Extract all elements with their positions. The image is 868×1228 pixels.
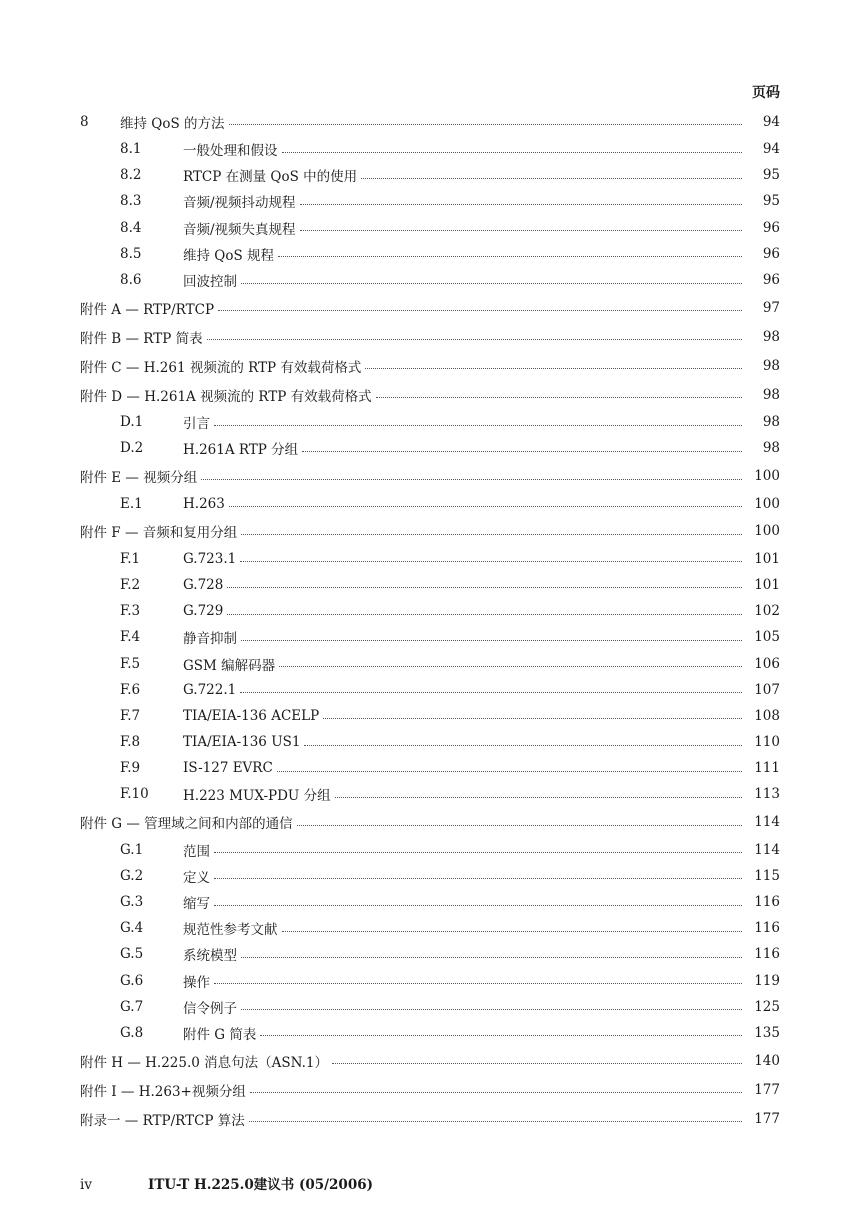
dot-leader — [229, 124, 742, 125]
toc-number: G.5 — [120, 946, 144, 963]
dot-leader — [241, 957, 742, 958]
dot-leader — [300, 204, 742, 205]
toc-subentry[interactable] — [80, 863, 780, 889]
toc-entry[interactable] — [80, 293, 780, 322]
toc-page-number: 95 — [762, 167, 780, 184]
document-reference: ITU-T H.225.0建议书 (05/2006) — [148, 1177, 374, 1193]
toc-title: G.729 — [183, 603, 224, 620]
toc-subentry[interactable] — [80, 781, 780, 807]
toc-number: 8.1 — [120, 141, 142, 158]
toc-page-number: 94 — [762, 113, 780, 130]
toc-number: F.5 — [120, 655, 141, 672]
toc-page-number: 135 — [754, 1024, 780, 1041]
toc-page-number: 100 — [754, 523, 780, 540]
toc-subentry[interactable] — [80, 1020, 780, 1046]
dot-leader — [277, 771, 742, 772]
toc-number: F.7 — [120, 707, 141, 724]
toc-subentry[interactable] — [80, 915, 780, 941]
toc-title: 附录一 — RTP/RTCP 算法 — [80, 1112, 245, 1129]
toc-subentry[interactable] — [80, 409, 780, 435]
page-folio: iv — [80, 1177, 92, 1193]
toc-number: F.6 — [120, 681, 141, 698]
toc-title: 维持 QoS 的方法 — [120, 115, 225, 132]
toc-subentry[interactable] — [80, 598, 780, 624]
toc-page-number: 116 — [754, 920, 780, 937]
dot-leader — [260, 1035, 742, 1036]
toc-title: 信令例子 — [183, 1000, 237, 1017]
toc-title: G.722.1 — [183, 681, 237, 698]
dot-leader — [297, 825, 742, 826]
dot-leader — [323, 718, 742, 719]
toc-page-number: 116 — [754, 946, 780, 963]
dot-leader — [376, 397, 742, 398]
dot-leader — [282, 931, 743, 932]
toc-title: 附件 E — 视频分组 — [80, 470, 198, 486]
dot-leader — [241, 534, 742, 535]
toc-subentry[interactable] — [80, 889, 780, 915]
toc-title: 回波控制 — [183, 274, 237, 291]
toc-subentry[interactable] — [80, 968, 780, 994]
toc-title: 一般处理和假设 — [183, 143, 278, 160]
toc-subentry[interactable] — [80, 624, 780, 650]
toc-title: 附件 G — 管理域之间和内部的通信 — [80, 816, 293, 833]
toc-page-number: 140 — [754, 1052, 780, 1069]
toc-title: TIA/EIA-136 US1 — [183, 734, 301, 751]
toc-entry[interactable] — [80, 351, 780, 380]
toc-page-number: 116 — [754, 894, 780, 911]
toc-title: 操作 — [183, 974, 210, 991]
toc-page-number: 101 — [754, 576, 780, 593]
dot-leader — [300, 230, 742, 231]
toc-subentry[interactable] — [80, 491, 780, 517]
toc-subentry[interactable] — [80, 188, 780, 214]
toc-subentry[interactable] — [80, 546, 780, 572]
toc-number: F.2 — [120, 576, 141, 593]
toc-title: 音频/视频失真规程 — [183, 221, 296, 238]
toc-title: TIA/EIA-136 ACELP — [183, 707, 320, 724]
toc-page-number: 110 — [754, 734, 780, 751]
toc-subentry[interactable] — [80, 729, 780, 755]
toc-page-number: 100 — [754, 468, 780, 484]
toc-title: H.263 — [183, 495, 225, 512]
toc-page-number: 177 — [754, 1081, 780, 1098]
toc-number: F.3 — [120, 603, 141, 620]
toc-page-number: 105 — [754, 629, 780, 646]
dot-leader — [335, 797, 742, 798]
toc-number: 8.3 — [120, 193, 142, 210]
toc-entry[interactable] — [80, 1075, 780, 1104]
toc-page-number: 113 — [754, 786, 780, 803]
dot-leader — [227, 587, 742, 588]
toc-number: 8 — [80, 113, 89, 130]
dot-leader — [214, 878, 742, 879]
toc-number: F.10 — [120, 786, 149, 803]
toc-page-number: 108 — [754, 707, 780, 724]
dot-leader — [214, 852, 742, 853]
toc-page-number: 98 — [762, 440, 780, 457]
toc-entry[interactable] — [80, 1104, 780, 1133]
toc-page-number: 115 — [754, 867, 780, 884]
toc-title: 附件 G 简表 — [183, 1026, 257, 1043]
toc-page-number: 98 — [762, 414, 780, 431]
dot-leader — [302, 451, 742, 452]
toc-title: 规范性参考文献 — [183, 922, 278, 939]
dot-leader — [249, 1121, 742, 1122]
dot-leader — [240, 692, 742, 693]
toc-number: G.3 — [120, 894, 144, 911]
toc-title: H.223 MUX-PDU 分组 — [183, 788, 331, 805]
toc-page-number: 111 — [754, 760, 780, 777]
toc-title: G.728 — [183, 576, 224, 593]
toc-subentry[interactable] — [80, 241, 780, 267]
toc-entry[interactable] — [80, 462, 780, 491]
dot-leader — [218, 310, 742, 311]
toc-entry[interactable] — [80, 380, 780, 409]
toc-number: F.9 — [120, 760, 141, 777]
toc-subentry[interactable] — [80, 994, 780, 1020]
toc-page-number: 98 — [762, 386, 780, 403]
toc-title: IS-127 EVRC — [183, 760, 273, 777]
toc-number: F.1 — [120, 550, 141, 567]
dot-leader — [304, 745, 742, 746]
toc-entry[interactable] — [80, 107, 780, 136]
toc-number: G.2 — [120, 867, 144, 884]
toc-title: GSM 编解码器 — [183, 657, 276, 674]
dot-leader — [214, 983, 742, 984]
page-column-header: 页码 — [752, 85, 780, 101]
toc-number: 8.6 — [120, 272, 142, 289]
toc-entry[interactable] — [80, 322, 780, 351]
toc-page-number: 101 — [754, 550, 780, 567]
toc-page-number: 125 — [754, 998, 780, 1015]
toc-title: G.723.1 — [183, 550, 237, 567]
toc-subentry[interactable] — [80, 215, 780, 241]
dot-leader — [278, 256, 742, 257]
toc-subentry[interactable] — [80, 267, 780, 293]
toc-number: G.8 — [120, 1024, 144, 1041]
dot-leader — [365, 368, 742, 369]
toc-subentry[interactable] — [80, 136, 780, 162]
toc-title: 引言 — [183, 416, 210, 433]
toc-number: D.1 — [120, 414, 144, 431]
toc-number: G.7 — [120, 998, 144, 1015]
toc-title: 附件 A — RTP/RTCP — [80, 301, 215, 318]
toc-page-number: 102 — [754, 603, 780, 620]
toc-page-number: 119 — [754, 972, 780, 989]
toc-number: 8.2 — [120, 167, 142, 184]
dot-leader — [250, 1092, 742, 1093]
dot-leader — [214, 425, 742, 426]
dot-leader — [332, 1063, 742, 1064]
toc-entry[interactable] — [80, 1046, 780, 1075]
toc-title: 附件 F — 音频和复用分组 — [80, 525, 238, 542]
toc-subentry[interactable] — [80, 162, 780, 188]
toc-number: F.4 — [120, 629, 141, 646]
toc-number: 8.5 — [120, 245, 142, 262]
toc-page-number: 95 — [762, 193, 780, 210]
toc-page-number: 94 — [762, 141, 780, 158]
dot-leader — [279, 666, 742, 667]
dot-leader — [214, 905, 742, 906]
toc-subentry[interactable] — [80, 572, 780, 598]
toc-title: 附件 I — H.263+视频分组 — [80, 1083, 246, 1100]
toc-title: 定义 — [183, 869, 210, 886]
dot-leader — [229, 506, 742, 507]
dot-leader — [240, 561, 742, 562]
dot-leader — [282, 152, 743, 153]
toc-subentry[interactable] — [80, 755, 780, 781]
toc-page-number: 96 — [762, 272, 780, 289]
toc-page-number: 114 — [754, 814, 780, 831]
toc-page-number: 98 — [762, 328, 780, 345]
page-footer — [80, 1173, 373, 1193]
toc-title: 系统模型 — [183, 948, 237, 965]
dot-leader — [201, 479, 742, 480]
toc-title: 缩写 — [183, 896, 210, 913]
toc-number: D.2 — [120, 440, 144, 457]
toc-subentry[interactable] — [80, 837, 780, 863]
toc-page-number: 100 — [754, 495, 780, 512]
toc-number: G.4 — [120, 920, 144, 937]
dot-leader — [207, 339, 742, 340]
toc-subentry[interactable] — [80, 941, 780, 967]
toc-number: F.8 — [120, 734, 141, 751]
dot-leader — [241, 640, 742, 641]
toc-entry[interactable] — [80, 517, 780, 546]
toc-subentry[interactable] — [80, 703, 780, 729]
dot-leader — [227, 614, 742, 615]
toc-entry[interactable] — [80, 808, 780, 837]
toc-title: 附件 H — H.225.0 消息句法（ASN.1） — [80, 1054, 328, 1071]
toc-page-number: 98 — [762, 357, 780, 374]
toc-subentry[interactable] — [80, 677, 780, 703]
toc-title: 维持 QoS 规程 — [183, 247, 275, 264]
toc-title: RTCP 在测量 QoS 中的使用 — [183, 169, 358, 186]
toc-title: H.261A RTP 分组 — [183, 442, 299, 459]
toc-title: 附件 C — H.261 视频流的 RTP 有效载荷格式 — [80, 359, 362, 376]
toc-subentry[interactable] — [80, 650, 780, 676]
toc-subentry[interactable] — [80, 435, 780, 461]
toc-number: 8.4 — [120, 219, 142, 236]
toc-page-number: 177 — [754, 1110, 780, 1127]
toc-page-number: 107 — [754, 681, 780, 698]
toc-title: 附件 D — H.261A 视频流的 RTP 有效载荷格式 — [80, 388, 372, 405]
toc-number: G.1 — [120, 841, 144, 858]
toc-title: 附件 B — RTP 简表 — [80, 330, 203, 347]
dot-leader — [361, 178, 742, 179]
toc-number: E.1 — [120, 495, 143, 512]
toc-page-number: 96 — [762, 245, 780, 262]
dot-leader — [241, 1009, 742, 1010]
table-of-contents — [80, 107, 780, 1133]
toc-title: 范围 — [183, 843, 210, 860]
toc-page-number: 114 — [754, 841, 780, 858]
dot-leader — [241, 283, 742, 284]
toc-title: 音频/视频抖动规程 — [183, 195, 296, 212]
toc-page-number: 96 — [762, 219, 780, 236]
toc-page-number: 97 — [762, 299, 780, 316]
toc-number: G.6 — [120, 972, 144, 989]
toc-page-number: 106 — [754, 655, 780, 672]
toc-title: 静音抑制 — [183, 631, 237, 648]
